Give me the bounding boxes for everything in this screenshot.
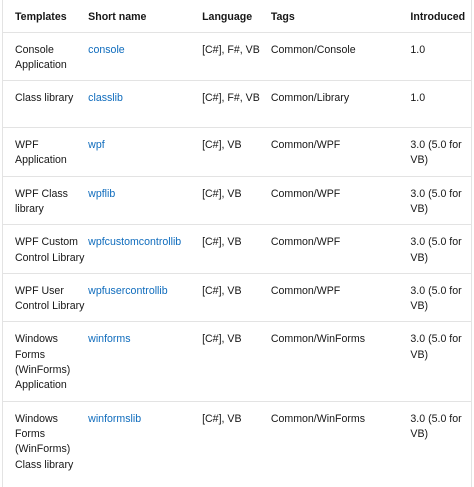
header-row [3,0,471,32]
language-cell: [C#], VB [202,225,271,274]
table-row [3,81,471,128]
template-name: Class library [3,81,88,128]
table-row [3,32,471,81]
template-name: Console Application [3,32,88,81]
short-name-link[interactable]: wpfcustomcontrollib [88,236,182,249]
language-cell: [C#], F#, VB [202,81,271,128]
introduced-cell: 3.0 (5.0 for VB) [410,176,471,225]
introduced-cell: 1.0 [410,81,471,128]
header-short-name: Short name [88,11,147,23]
short-name-link[interactable]: wpflib [88,187,116,200]
template-name: Windows Forms (WinForms) Application [3,322,88,401]
table-row [3,322,471,401]
table-row [3,273,471,322]
header-language: Language [202,11,253,23]
template-name: WPF Class library [3,176,88,225]
language-cell: [C#], VB [202,176,271,225]
language-cell: [C#], VB [202,322,271,401]
template-name: WPF Custom Control Library [3,225,88,274]
tags-cell: Common/WPF [271,225,411,274]
language-cell: [C#], F#, VB [202,32,271,81]
short-name-link[interactable]: wpfusercontrollib [88,284,168,297]
introduced-cell: 3.0 (5.0 for VB) [410,225,471,274]
short-name-link[interactable]: wpf [88,139,105,152]
introduced-cell: 1.0 [410,32,471,81]
short-name-link[interactable]: console [88,43,125,56]
short-name-link[interactable]: winforms [88,333,131,346]
short-name-link[interactable]: winformslib [88,412,142,425]
introduced-cell: 3.0 (5.0 for VB) [410,322,471,401]
tags-cell: Common/WinForms [271,322,411,401]
header-tags: Tags [270,11,295,23]
template-name: WPF User Control Library [3,273,88,322]
templates-table [3,0,471,480]
language-cell: [C#], VB [202,401,271,480]
header-introduced: Introduced [410,11,466,23]
tags-cell: Common/WinForms [271,401,411,480]
tags-cell: Common/Library [271,81,411,128]
templates-table-container [2,0,472,487]
language-cell: [C#], VB [202,128,271,177]
table-row [3,225,471,274]
table-row [3,128,471,177]
language-cell: [C#], VB [202,273,271,322]
table-row [3,176,471,225]
template-name: WPF Application [3,128,88,177]
introduced-cell: 3.0 (5.0 for VB) [410,128,471,177]
tags-cell: Common/Console [271,32,411,81]
header-templates: Templates [15,11,67,23]
tags-cell: Common/WPF [271,128,411,177]
introduced-cell: 3.0 (5.0 for VB) [410,273,471,322]
tags-cell: Common/WPF [271,273,411,322]
template-name: Windows Forms (WinForms) Class library [3,401,88,480]
short-name-link[interactable]: classlib [88,92,123,105]
table-row [3,401,471,480]
introduced-cell: 3.0 (5.0 for VB) [410,401,471,480]
tags-cell: Common/WPF [271,176,411,225]
